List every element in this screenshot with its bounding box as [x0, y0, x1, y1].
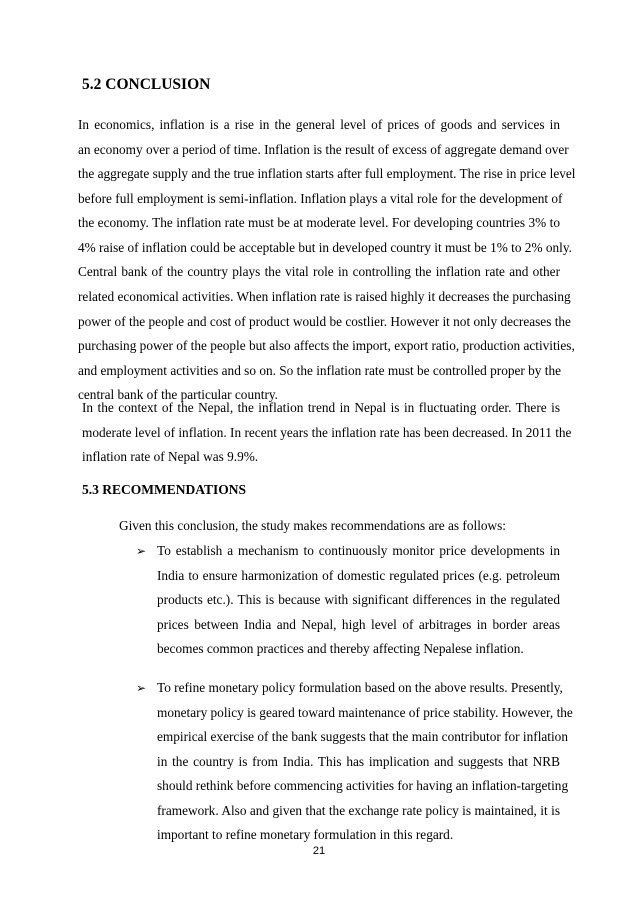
- list-item-line: To refine monetary policy formulation based on the above results. Presently,: [157, 680, 563, 695]
- list-item-line: empirical exercise of the bank suggests that the main contributor for inflation: [157, 729, 568, 744]
- list-item-line: India to ensure harmonization of domestic regulated prices (e.g. petroleum: [157, 568, 560, 583]
- paragraph-line: an economy over a period of time. Inflation is the result of excess of aggregate demand over: [78, 142, 569, 157]
- list-item-line: becomes common practices and thereby affecting Nepalese inflation.: [157, 641, 524, 656]
- paragraph-line: In economics, inflation is a rise in the general level of prices of goods and services in: [78, 117, 560, 132]
- page-number: 21: [312, 845, 326, 857]
- paragraph-line: moderate level of inflation. In recent years the inflation rate has been decreased. In 2011 the: [82, 425, 572, 440]
- paragraph-line: before full employment is semi-inflation. Inflation plays a vital role for the development of: [78, 191, 563, 206]
- paragraph-line: the aggregate supply and the true inflation starts after full employment. The rise in price level: [78, 166, 576, 181]
- list-item-line: monetary policy is geared toward maintenance of price stability. However, the: [157, 705, 573, 720]
- list-item-line: prices between India and Nepal, high level of arbitrages in border areas: [157, 617, 560, 632]
- arrow-bullet-icon: ➢: [136, 681, 147, 695]
- paragraph-line: 4% raise of inflation could be acceptable but in developed country it must be 1% to 2% only.: [78, 240, 572, 255]
- list-item-line: framework. Also and given that the exchange rate policy is maintained, it is: [157, 803, 560, 818]
- list-item-line: in the country is from India. This has implication and suggests that NRB: [157, 754, 560, 769]
- list-item-line: should rethink before commencing activities for having an inflation-targeting: [157, 778, 569, 793]
- paragraph-line: central bank of the particular country.: [78, 387, 278, 402]
- recommendations-intro: Given this conclusion, the study makes recommendations are as follows:: [119, 518, 507, 533]
- paragraph-line: Central bank of the country plays the vital role in controlling the inflation rate and other: [78, 264, 560, 279]
- paragraph-line: power of the people and cost of product would be costlier. However it not only decreases the: [78, 314, 571, 329]
- paragraph-line: purchasing power of the people but also affects the import, export ratio, production activities,: [78, 338, 575, 353]
- paragraph-line: inflation rate of Nepal was 9.9%.: [82, 449, 259, 464]
- conclusion-heading: 5.2 CONCLUSION: [82, 76, 211, 93]
- paragraph-line: related economical activities. When inflation rate is raised highly it decreases the purchasing: [78, 289, 571, 304]
- recommendations-heading: 5.3 RECOMMENDATIONS: [82, 482, 247, 497]
- paragraph-line: and employment activities and so on. So the inflation rate must be controlled proper by the: [78, 363, 562, 378]
- paragraph-line: In the context of the Nepal, the inflation trend in Nepal is in fluctuating order. There is: [82, 400, 560, 415]
- arrow-bullet-icon: ➢: [136, 544, 147, 558]
- list-item-line: important to refine monetary formulation in this regard.: [157, 827, 454, 842]
- paragraph-line: the economy. The inflation rate must be at moderate level. For developing countries 3% to: [78, 215, 560, 230]
- list-item-line: products etc.). This is because with significant differences in the regulated: [157, 592, 560, 607]
- list-item-line: To establish a mechanism to continuously monitor price developments in: [157, 543, 560, 558]
